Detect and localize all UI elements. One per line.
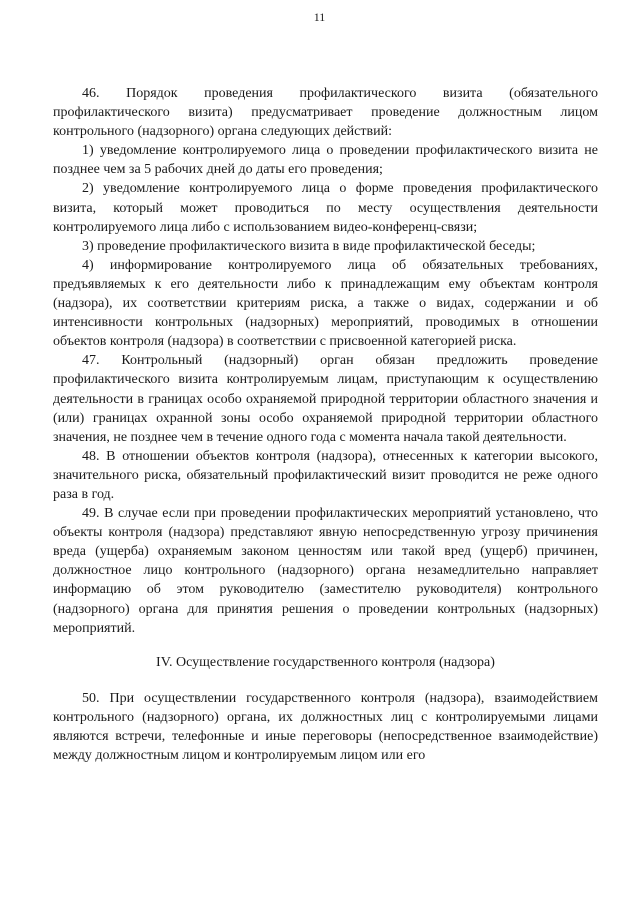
paragraph-49: 49. В случае если при проведении профилактических мероприятий установлено, что объекты контроля (надзора) представляют явную непосредственную угрозу причинения вреда (ущерба) охраняемым законом ценностям или такой вред (ущерб) причинен, должностное лицо контрольного (надзорного) органа незамедлительно направляет информацию об этом руководителю (заместителю руководителя) контрольного (надзорного) органа для принятия решения о проведении контрольных (надзорных) мероприятий. xyxy=(53,506,598,636)
document-body xyxy=(53,84,598,765)
paragraph-48: 48. В отношении объектов контроля (надзора), отнесенных к категории высокого, значительного риска, обязательный профилактический визит проводится не реже одного раза в год. xyxy=(53,448,598,502)
paragraph-46-item-1: 1) уведомление контролируемого лица о проведении профилактического визита не позднее чем за 5 рабочих дней до даты его проведения; xyxy=(53,143,598,178)
paragraph-46-item-4: 4) информирование контролируемого лица об обязательных требованиях, предъявляемых к его деятельности либо к принадлежащим ему объектам контроля (надзора), их соответствии критериям риска, а также о видах, содержании и об интенсивности контрольных (надзорных) мероприятий, проводимых в отношении объектов контроля (надзора) в соответствии с присвоенной категорией риска. xyxy=(53,257,598,350)
page-number: 11 xyxy=(313,10,326,24)
paragraph-46-item-3: 3) проведение профилактического визита в виде профилактической беседы; xyxy=(82,238,536,254)
section-heading: IV. Осуществление государственного контроля (надзора) xyxy=(156,654,495,670)
paragraph-46: 46. Порядок проведения профилактического визита (обязательного профилактического визита) предусматривает проведение должностным лицом контрольного (надзорного) органа следующих действий: xyxy=(53,86,598,140)
paragraph-47: 47. Контрольный (надзорный) орган обязан предложить проведение профилактического визита контролируемым лицам, приступающим к осуществлению деятельности в границах особо охраняемой природной территории областного значения и (или) границах охранной зоны особо охраняемой природной территории областного значения, не позднее чем в течение одного года с момента начала такой деятельности. xyxy=(53,353,598,445)
paragraph-50: 50. При осуществлении государственного контроля (надзора), взаимодействием контрольного (надзорного) органа, их должностных лиц с контролируемыми лицами являются встречи, телефонные и иные переговоры (непосредственное взаимодействие) между должностным лицом и контролируемым лицом или его xyxy=(53,690,598,764)
paragraph-46-item-2: 2) уведомление контролируемого лица о форме проведения профилактического визита, который может проводиться по месту осуществления деятельности контролируемого лица либо с использованием видео-конференц-связи; xyxy=(53,181,598,235)
